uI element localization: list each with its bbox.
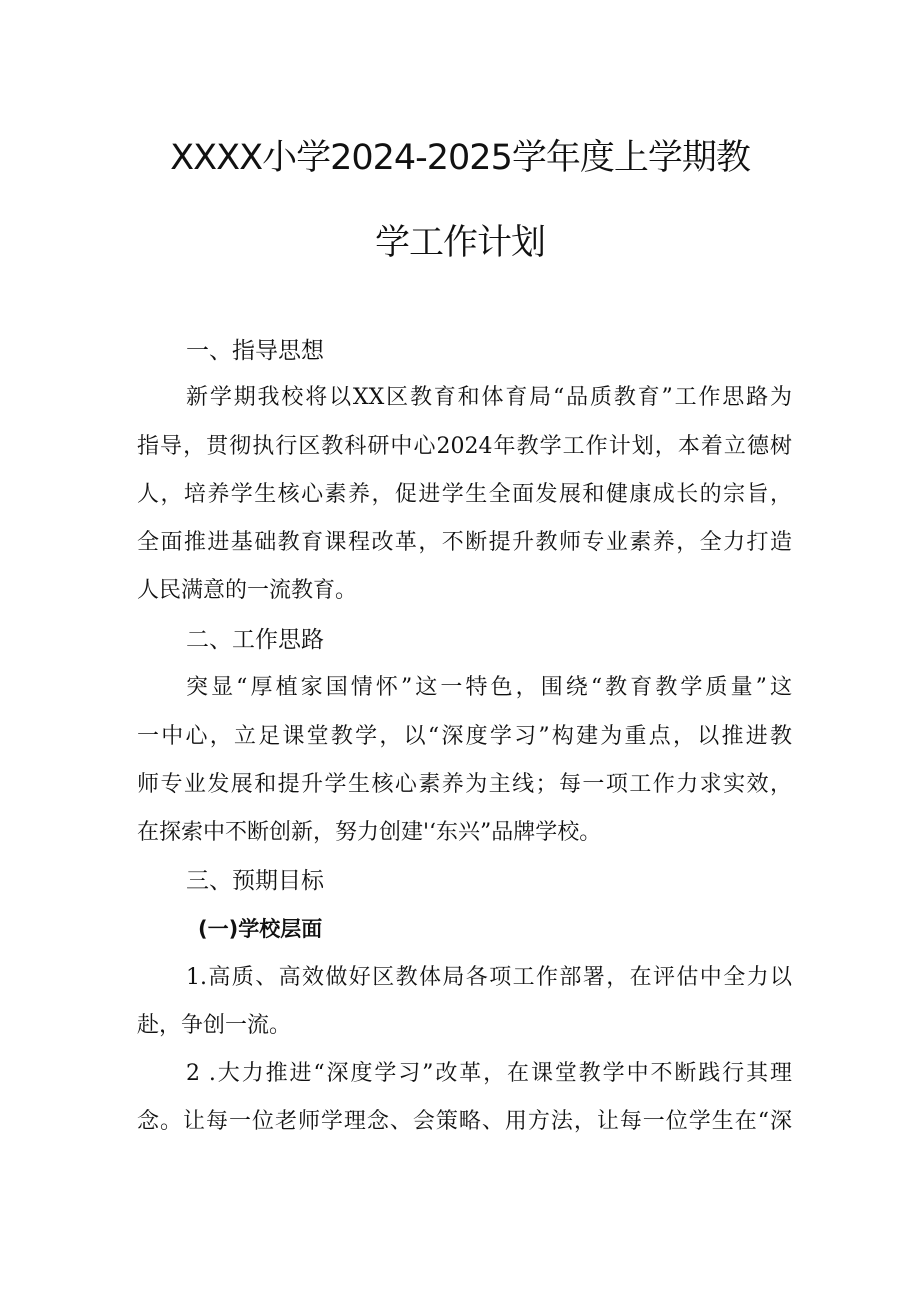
paragraph-line: 指导，贯彻执行区教科研中心2024年教学工作计划，本着立德树: [137, 434, 792, 459]
list-item-line: 念。让每一位老师学理念、会策略、用方法，让每一位学生在“深: [137, 1109, 792, 1134]
list-item-line: 2 .大力推进“深度学习”改革，在课堂教学中不断践行其理: [186, 1061, 792, 1086]
paragraph-line: 新学期我校将以XX区教育和体育局“品质教育”工作思路为: [186, 385, 792, 410]
list-item-line: 赴，争创一流。: [137, 1013, 292, 1038]
document-title-line-2: 学工作计划: [374, 223, 545, 263]
section-heading-guiding-ideology: 一、指导思想: [186, 338, 324, 364]
paragraph-line: 人，培养学生核心素养，促进学生全面发展和健康成长的宗旨，: [137, 482, 792, 507]
paragraph-line: 突显“厚植家国情怀”这一特色，围绕“教育教学质量”这: [186, 675, 792, 700]
paragraph-line: 全面推进基础教育课程改革，不断提升教师专业素养，全力打造: [137, 530, 792, 555]
document-title-line-1: XXXX小学2024-2025学年度上学期教: [170, 138, 750, 178]
paragraph-line: 在探索中不断创新，努力创建'‘东兴”品牌学校。: [137, 820, 602, 845]
section-heading-work-approach: 二、工作思路: [186, 627, 324, 653]
subsection-heading-school-level: (一)学校层面: [198, 917, 323, 941]
section-heading-expected-goals: 三、预期目标: [186, 868, 324, 894]
paragraph-line: 师专业发展和提升学生核心素养为主线；每一项工作力求实效，: [137, 772, 792, 797]
paragraph-line: 人民满意的一流教育。: [137, 578, 358, 603]
paragraph-line: 一中心，立足课堂教学，以“深度学习”构建为重点，以推进教: [137, 724, 792, 749]
list-item-line: 1.高质、高效做好区教体局各项工作部署，在评估中全力以: [186, 965, 792, 990]
